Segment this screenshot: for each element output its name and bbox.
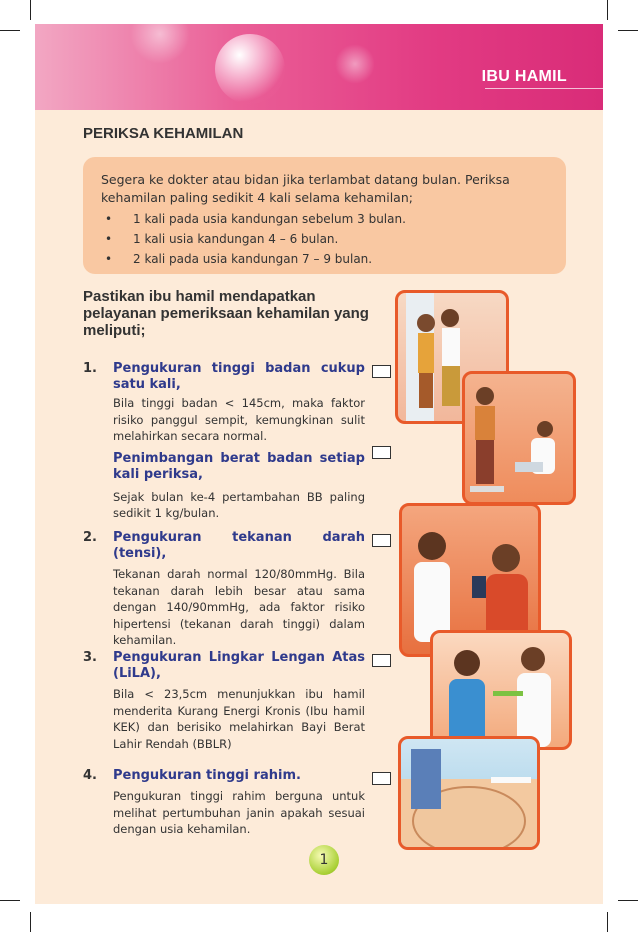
checkbox[interactable] — [372, 534, 391, 547]
header-title: IBU HAMIL — [481, 68, 567, 85]
item-number: 3. — [83, 650, 97, 665]
checkbox[interactable] — [372, 365, 391, 378]
crop-mark — [30, 0, 31, 20]
header-rule — [485, 88, 603, 89]
item-subtext: Sejak bulan ke-4 pertambahan BB paling sedikit 1 kg/bulan. — [113, 489, 365, 520]
section-title: PERIKSA KEHAMILAN — [83, 125, 244, 142]
intro-box — [83, 157, 566, 274]
item-text: Tekanan darah normal 120/80mmHg. Bila tekanan darah lebih besar atau sama dengan 140/90mmHg, ada faktor risiko hipertensi (tekanan darah tinggi) dalam kehamilan. — [113, 567, 365, 647]
crop-mark — [618, 900, 638, 901]
illustration-uterus-height — [398, 736, 540, 850]
exam-item-4 — [83, 768, 365, 838]
header-banner — [35, 24, 603, 110]
item-heading: Pengukuran tekanan darah (tensi), — [113, 530, 365, 561]
item-number: 1. — [83, 361, 97, 376]
exam-item-3 — [83, 650, 365, 752]
bullet-icon: • — [105, 252, 113, 266]
exam-item-1 — [83, 361, 365, 522]
crop-mark — [607, 0, 608, 20]
list-item: • 1 kali pada usia kandungan sebelum 3 bulan. — [101, 209, 406, 229]
list-item: • 1 kali usia kandungan 4 – 6 bulan. — [101, 229, 406, 249]
intro-text: Segera ke dokter atau bidan jika terlambat datang bulan. Periksa kehamilan paling sedikit 4 kali selama kehamilan; — [101, 172, 510, 205]
item-heading: Pengukuran tinggi badan cukup satu kali, — [113, 361, 365, 392]
item-heading: Pengukuran Lingkar Lengan Atas (LiLA), — [113, 650, 365, 681]
item-number: 2. — [83, 530, 97, 545]
crop-mark — [0, 900, 20, 901]
bullet-icon: • — [105, 232, 113, 246]
list-item: • 2 kali pada usia kandungan 7 – 9 bulan. — [101, 249, 406, 269]
item-number: 4. — [83, 768, 97, 783]
decorative-bubble — [335, 44, 375, 84]
page-number: 1 — [309, 845, 339, 875]
illustration-arm-circumference — [430, 630, 572, 750]
item-text: Pengukuran tinggi rahim berguna untuk melihat pertumbuhan janin apakah sesuai dengan usia kehamilan. — [113, 789, 365, 836]
crop-mark — [30, 912, 31, 932]
item-text: Bila < 23,5cm menunjukkan ibu hamil menderita Kurang Energi Kronis (Ibu hamil KEK) dan berisiko melahirkan Bayi Berat Lahir Rendah (BBLR) — [113, 687, 365, 751]
item-heading: Pengukuran tinggi rahim. — [113, 768, 301, 783]
checkbox[interactable] — [372, 772, 391, 785]
exam-item-2 — [83, 530, 365, 649]
checkbox[interactable] — [372, 446, 391, 459]
bullet-icon: • — [105, 212, 113, 226]
decorative-bubble — [215, 34, 285, 104]
intro-bullet-list — [101, 209, 406, 269]
decorative-bubble — [130, 24, 190, 64]
crop-mark — [618, 30, 638, 31]
checkbox[interactable] — [372, 654, 391, 667]
item-subheading: Penimbangan berat badan setiap kali periksa, — [113, 450, 365, 482]
illustration-weighing — [462, 371, 576, 505]
lead-heading: Pastikan ibu hamil mendapatkan pelayanan pemeriksaan kehamilan yang meliputi; — [83, 288, 369, 339]
item-text: Bila tinggi badan < 145cm, maka faktor risiko panggul sempit, kemungkinan sulit melahirkan secara normal. — [113, 396, 365, 443]
crop-mark — [607, 912, 608, 932]
crop-mark — [0, 30, 20, 31]
